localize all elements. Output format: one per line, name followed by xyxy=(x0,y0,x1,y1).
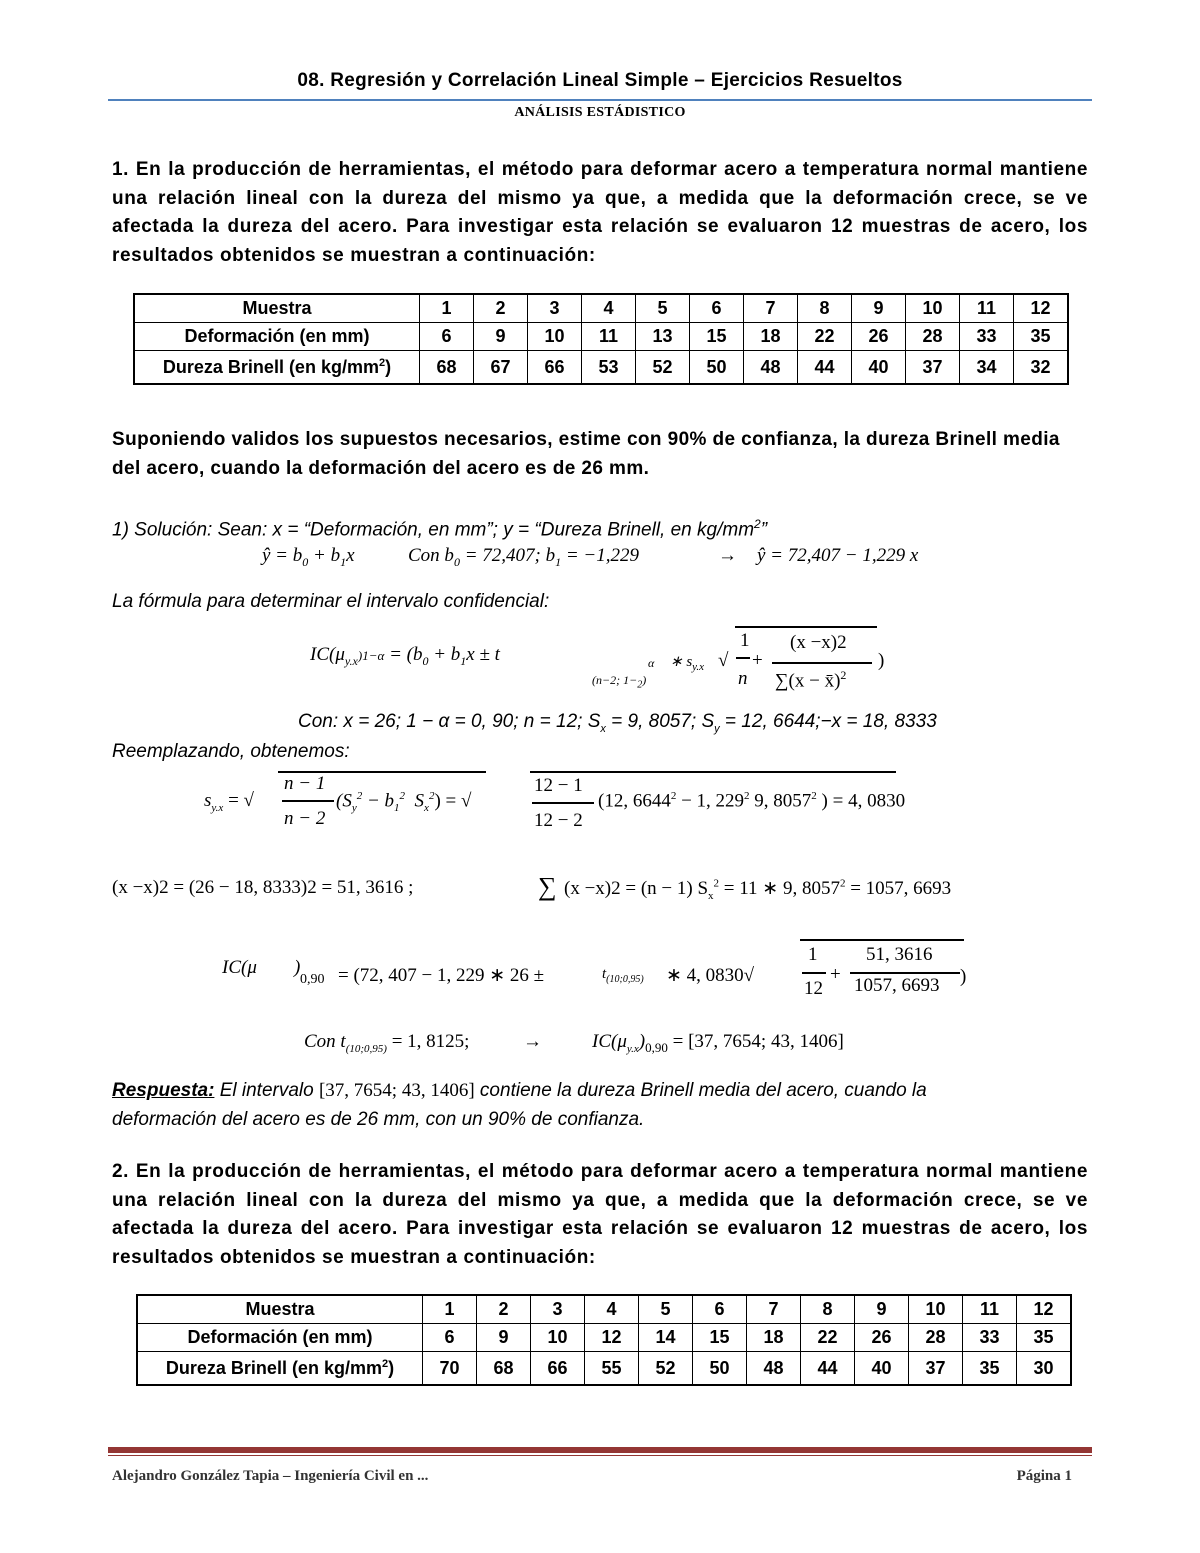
syx-paren-sub: y xyxy=(351,802,357,815)
table-row xyxy=(137,1324,1071,1352)
icn-twelve: 12 xyxy=(804,978,823,999)
frac-bar-1 xyxy=(736,657,750,659)
table-row xyxy=(137,1352,1071,1386)
icn-lhs: IC(μ xyxy=(222,957,257,978)
table-cell: 35 xyxy=(963,1352,1017,1386)
sqrt-bar-4 xyxy=(800,939,964,941)
given-values xyxy=(298,711,937,735)
header-divider xyxy=(108,99,1092,101)
row-label-deformacion: Deformación (en mm) xyxy=(134,323,420,351)
table-cell: 28 xyxy=(906,323,960,351)
table-cell: 10 xyxy=(531,1324,585,1352)
res-val: = 1, 8125; xyxy=(386,1031,470,1052)
table-cell: 12 xyxy=(1017,1295,1072,1324)
table-row xyxy=(134,294,1068,323)
table-cell: 7 xyxy=(747,1295,801,1324)
exercise-2-statement: 2. En la producción de herramientas, el método para deformar acero a temperatura normal mantiene una relación lineal con la dureza del mismo ya que, a medida que la deformación crece, se ve afectada la dureza del acero. Para investigar esta relación se evaluaron 12 muestras de acero, los resultados obtenidos se muestran a continuación: xyxy=(112,1161,1088,1268)
given-c: = 12, 6644;−x = 18, 8333 xyxy=(719,711,937,732)
table-cell: 6 xyxy=(423,1324,477,1352)
dev-right2: = 11 ∗ 9, 8057 xyxy=(719,878,840,899)
table-cell: 55 xyxy=(585,1352,639,1386)
ic-lhs-sub2: )1−α xyxy=(357,648,385,663)
answer-text-2: contiene la dureza Brinell media del acero, cuando la xyxy=(474,1080,927,1101)
frac-bar-2 xyxy=(772,662,872,664)
table-cell: 5 xyxy=(636,294,690,323)
dev-right-sup: 2 xyxy=(713,877,720,890)
icn-rest: ∗ 4, 0830√ xyxy=(666,965,755,986)
syx-b-sub: 1 xyxy=(394,802,400,815)
table-cell: 1 xyxy=(420,294,474,323)
exercise-1-question: Suponiendo validos los supuestos necesarios, estime con 90% de confianza, la dureza Brinell media del acero, cuando la deformación del acero es de 26 mm. xyxy=(112,429,1060,479)
icn-one: 1 xyxy=(808,944,818,965)
table-cell: 40 xyxy=(855,1352,909,1386)
arrow-icon-2: → xyxy=(523,1031,542,1052)
syx-sx-sq: 2 xyxy=(428,790,435,802)
syx-den: n − 2 xyxy=(284,808,326,829)
footer-divider-thin xyxy=(108,1455,1092,1456)
page-title: 08. Regresión y Correlación Lineal Simple – Ejercicios Resueltos xyxy=(297,70,903,91)
fitted-equation: ŷ = 72,407 − 1,229 x xyxy=(757,545,919,566)
row-label-close: ) xyxy=(385,356,392,377)
res-ic-close: ) xyxy=(638,1031,646,1052)
page-subtitle: ANÁLISIS ESTÁDISTICO xyxy=(514,105,686,120)
sqrt-bar xyxy=(735,626,877,628)
ic-numeric-eq: = (72, 407 − 1, 229 ∗ 26 ± xyxy=(338,965,545,986)
solution-intro-sup: 2 xyxy=(754,517,761,531)
dev-right3: = 1057, 6693 xyxy=(845,878,952,899)
row-label-text: Dureza Brinell (en kg/mm xyxy=(165,1357,382,1378)
table-cell: 8 xyxy=(801,1295,855,1324)
res-con: Con t xyxy=(304,1031,346,1052)
icn-bar-2 xyxy=(850,972,960,974)
alpha-symbol: α xyxy=(648,656,655,670)
t-sub-a: (n−2; 1− xyxy=(592,673,638,687)
table-cell: 10 xyxy=(909,1295,963,1324)
ic-formula-lhs xyxy=(310,644,500,669)
table-cell: 30 xyxy=(1017,1352,1072,1386)
table-cell: 37 xyxy=(909,1352,963,1386)
solution-intro xyxy=(112,517,767,541)
table-cell: 22 xyxy=(798,323,852,351)
sum-icon: ∑ xyxy=(538,872,557,901)
table-cell: 34 xyxy=(960,351,1014,385)
syx-val2: − 1, 229 xyxy=(676,790,745,812)
table-row xyxy=(134,351,1068,385)
table-cell: 2 xyxy=(474,294,528,323)
table-cell: 18 xyxy=(744,323,798,351)
deviation-right xyxy=(564,877,951,902)
icn-sub: 0,90 xyxy=(300,972,325,987)
star: ∗ s xyxy=(670,654,693,670)
coef-sub0: 0 xyxy=(453,554,460,569)
coef-sub1: 1 xyxy=(555,554,562,569)
syx-minus: − b xyxy=(362,790,395,812)
table-cell: 11 xyxy=(960,294,1014,323)
footer-page-number: Página 1 xyxy=(1016,1468,1072,1484)
given-sy-sub: y xyxy=(714,722,720,735)
table-cell: 9 xyxy=(474,323,528,351)
den-sup: 2 xyxy=(840,668,847,682)
res-ic-val: = [37, 7654; 43, 1406] xyxy=(667,1031,844,1052)
table-cell: 28 xyxy=(909,1324,963,1352)
table-cell: 50 xyxy=(690,351,744,385)
table-cell: 18 xyxy=(747,1324,801,1352)
table-cell: 4 xyxy=(585,1295,639,1324)
syx-num: n − 1 xyxy=(284,773,326,794)
footer-divider xyxy=(108,1447,1092,1453)
table-cell: 66 xyxy=(528,351,582,385)
ic-sub1: 1 xyxy=(460,653,467,668)
den-text: ∑(x − x̄) xyxy=(775,670,841,692)
row-label-close: ) xyxy=(388,1357,395,1378)
icn-t xyxy=(602,966,644,985)
icn-close: ) xyxy=(294,957,301,978)
given-b: = 9, 8057; S xyxy=(605,711,715,732)
table-cell: 26 xyxy=(852,323,906,351)
icn-den: 1057, 6693 xyxy=(854,975,940,996)
frac-one: 1 xyxy=(740,630,750,651)
syx-sx: S xyxy=(414,790,425,812)
sqrt-bar-3 xyxy=(530,771,896,773)
answer-text-3: deformación del acero es de 26 mm, con un 90% de confianza. xyxy=(112,1109,645,1130)
exercise-1-statement: 1. En la producción de herramientas, el método para deformar acero a temperatura normal mantiene una relación lineal con la dureza del mismo ya que, a medida que la deformación crece, se ve afectada la dureza del acero. Para investigar esta relación se evaluaron 12 muestras de acero, los resultados obtenidos se muestran a continuación: xyxy=(112,159,1088,266)
res-ic-sub: y.x xyxy=(626,1042,639,1055)
table-cell: 10 xyxy=(528,323,582,351)
syx-s: s xyxy=(204,790,212,811)
table-cell: 67 xyxy=(474,351,528,385)
frac-den xyxy=(775,668,846,692)
model-plus: + b xyxy=(308,545,341,566)
table-cell: 9 xyxy=(852,294,906,323)
icn-num: 51, 3616 xyxy=(866,944,933,965)
table-cell: 10 xyxy=(906,294,960,323)
coefficients xyxy=(408,545,639,570)
dev-right: (x −x)2 = (n − 1) S xyxy=(564,878,709,899)
table-cell: 6 xyxy=(690,294,744,323)
syx-paren: (S xyxy=(336,790,352,812)
ic-eq: = (b xyxy=(384,644,423,665)
arrow-icon: → xyxy=(718,545,737,566)
table-cell: 5 xyxy=(639,1295,693,1324)
table-cell: 26 xyxy=(855,1324,909,1352)
table-cell: 40 xyxy=(852,351,906,385)
close-paren: ) xyxy=(878,650,885,671)
syx-val: (12, 6644 xyxy=(598,790,671,812)
table-cell: 33 xyxy=(963,1324,1017,1352)
table-cell: 35 xyxy=(1017,1324,1072,1352)
table-cell: 9 xyxy=(477,1324,531,1352)
model-sub0: 0 xyxy=(302,554,309,569)
plus-sign: + xyxy=(752,650,763,671)
table-cell: 48 xyxy=(747,1352,801,1386)
syx-den2: 12 − 2 xyxy=(534,810,583,831)
syx-frac-bar-2 xyxy=(532,802,594,804)
syx-val4: ) = 4, 0830 xyxy=(816,790,906,812)
table-cell: 3 xyxy=(531,1295,585,1324)
table-cell: 66 xyxy=(531,1352,585,1386)
syx-val3: 9, 8057 xyxy=(749,790,812,812)
table-cell: 11 xyxy=(582,323,636,351)
deviation-left: (x −x)2 = (26 − 18, 8333)2 = 51, 3616 ; xyxy=(112,877,414,898)
table-cell: 11 xyxy=(963,1295,1017,1324)
coef-con: Con b xyxy=(408,545,454,566)
data-table-1 xyxy=(133,293,1069,385)
syx-lhs xyxy=(204,790,254,814)
given-sx-sub: x xyxy=(600,722,606,735)
syx-sq: 2 xyxy=(356,790,363,802)
table-cell: 14 xyxy=(639,1324,693,1352)
row-label-sup: 2 xyxy=(381,1357,389,1370)
row-label-muestra: Muestra xyxy=(134,294,420,323)
t-sub-c: ) xyxy=(642,673,647,687)
frac-n: n xyxy=(738,668,748,689)
answer-label: Respuesta: xyxy=(112,1080,215,1101)
table-cell: 37 xyxy=(906,351,960,385)
icn-t-letter: t xyxy=(602,966,607,982)
sqrt-icon: √ xyxy=(718,650,729,671)
model-x: x xyxy=(346,545,355,566)
table-cell: 68 xyxy=(477,1352,531,1386)
syx-frac-bar xyxy=(282,800,334,802)
ic-sub0: 0 xyxy=(422,653,429,668)
table-cell: 4 xyxy=(582,294,636,323)
sxy-term xyxy=(670,652,704,673)
table-cell: 32 xyxy=(1014,351,1069,385)
coef-val: = 72,407; b xyxy=(459,545,556,566)
table-cell: 15 xyxy=(690,323,744,351)
model-sub1: 1 xyxy=(340,554,347,569)
table-cell: 48 xyxy=(744,351,798,385)
table-cell: 68 xyxy=(420,351,474,385)
table-cell: 33 xyxy=(960,323,1014,351)
ic-lhs-sub: y.x xyxy=(344,653,358,668)
table-cell: 1 xyxy=(423,1295,477,1324)
t-sub-b: 2 xyxy=(637,679,643,691)
icn-plus: + xyxy=(830,964,841,985)
res-ic: IC(μ xyxy=(592,1031,627,1052)
syx-val-sq: 2 xyxy=(670,790,677,802)
coef-val2: = −1,229 xyxy=(561,545,639,566)
table-cell: 13 xyxy=(636,323,690,351)
table-cell: 52 xyxy=(639,1352,693,1386)
table-cell: 12 xyxy=(585,1324,639,1352)
table-cell: 9 xyxy=(855,1295,909,1324)
solution-intro-text: 1) Solución: Sean: x = “Deformación, en mm”; y = “Dureza Brinell, en kg/mm xyxy=(112,519,755,541)
res-ic-sub2: 0,90 xyxy=(645,1039,668,1055)
model-a: ŷ = b xyxy=(262,545,303,566)
syx-value xyxy=(598,790,905,812)
table-cell: 50 xyxy=(693,1352,747,1386)
table-cell: 6 xyxy=(693,1295,747,1324)
s-sub: y.x xyxy=(692,661,705,673)
table-cell: 8 xyxy=(798,294,852,323)
given-a: Con: x = 26; 1 − α = 0, 90; n = 12; S xyxy=(298,711,601,732)
table-cell: 6 xyxy=(420,323,474,351)
table-cell: 52 xyxy=(636,351,690,385)
row-label-deformacion: Deformación (en mm) xyxy=(137,1324,423,1352)
syx-close-eq: ) = √ xyxy=(434,790,472,812)
table-cell: 44 xyxy=(801,1352,855,1386)
model-equation xyxy=(262,545,355,570)
syx-sub: y.x xyxy=(211,801,224,814)
data-table-2 xyxy=(136,1294,1072,1386)
table-cell: 2 xyxy=(477,1295,531,1324)
table-cell: 7 xyxy=(744,294,798,323)
table-row xyxy=(137,1295,1071,1324)
replacing-label: Reemplazando, obtenemos: xyxy=(112,741,350,762)
row-label-text: Dureza Brinell (en kg/mm xyxy=(162,356,379,377)
icn-bar-1 xyxy=(802,972,826,974)
solution-intro-close: ” xyxy=(760,519,768,541)
row-label-muestra: Muestra xyxy=(137,1295,423,1324)
syx-sx-sub: x xyxy=(424,802,429,815)
table-row xyxy=(134,323,1068,351)
answer-interval: [37, 7654; 43, 1406] xyxy=(318,1080,475,1101)
row-label-dureza xyxy=(134,351,420,385)
syx-val3-sq: 2 xyxy=(811,790,817,802)
answer xyxy=(112,1076,1088,1134)
ic-plus: + b xyxy=(428,644,461,665)
t-subscript xyxy=(592,673,646,690)
table-cell: 22 xyxy=(801,1324,855,1352)
table-cell: 12 xyxy=(1014,294,1069,323)
ic-result xyxy=(592,1031,844,1056)
icn-close-paren: ) xyxy=(960,966,967,987)
table-cell: 35 xyxy=(1014,323,1069,351)
table-cell: 44 xyxy=(798,351,852,385)
table-cell: 3 xyxy=(528,294,582,323)
syx-b-sq: 2 xyxy=(399,790,406,802)
syx-val2-sq: 2 xyxy=(744,790,750,802)
row-label-dureza xyxy=(137,1352,423,1386)
ic-rest: x ± t xyxy=(466,644,500,665)
ic-lhs: IC(μ xyxy=(310,644,345,665)
formula-intro: La fórmula para determinar el intervalo confidencial: xyxy=(112,591,550,612)
icn-t-sub: (10;0,95) xyxy=(606,974,644,985)
dev-right-sub: x xyxy=(708,889,714,902)
answer-text-1: El intervalo xyxy=(214,1080,319,1101)
row-label-sup: 2 xyxy=(378,356,386,369)
syx-paren-term xyxy=(336,790,471,814)
ic-numeric-lhs xyxy=(222,957,257,979)
syx-eq: = √ xyxy=(223,790,254,811)
table-cell: 53 xyxy=(582,351,636,385)
t-value xyxy=(304,1031,469,1055)
syx-num2: 12 − 1 xyxy=(534,775,583,796)
frac-num: (x −x)2 xyxy=(790,632,847,653)
table-cell: 70 xyxy=(423,1352,477,1386)
footer-author: Alejandro González Tapia – Ingeniería Civil en ... xyxy=(112,1468,429,1484)
table-cell: 15 xyxy=(693,1324,747,1352)
res-t-sub: (10;0,95) xyxy=(345,1042,387,1055)
dev-right2-sup: 2 xyxy=(839,877,846,890)
